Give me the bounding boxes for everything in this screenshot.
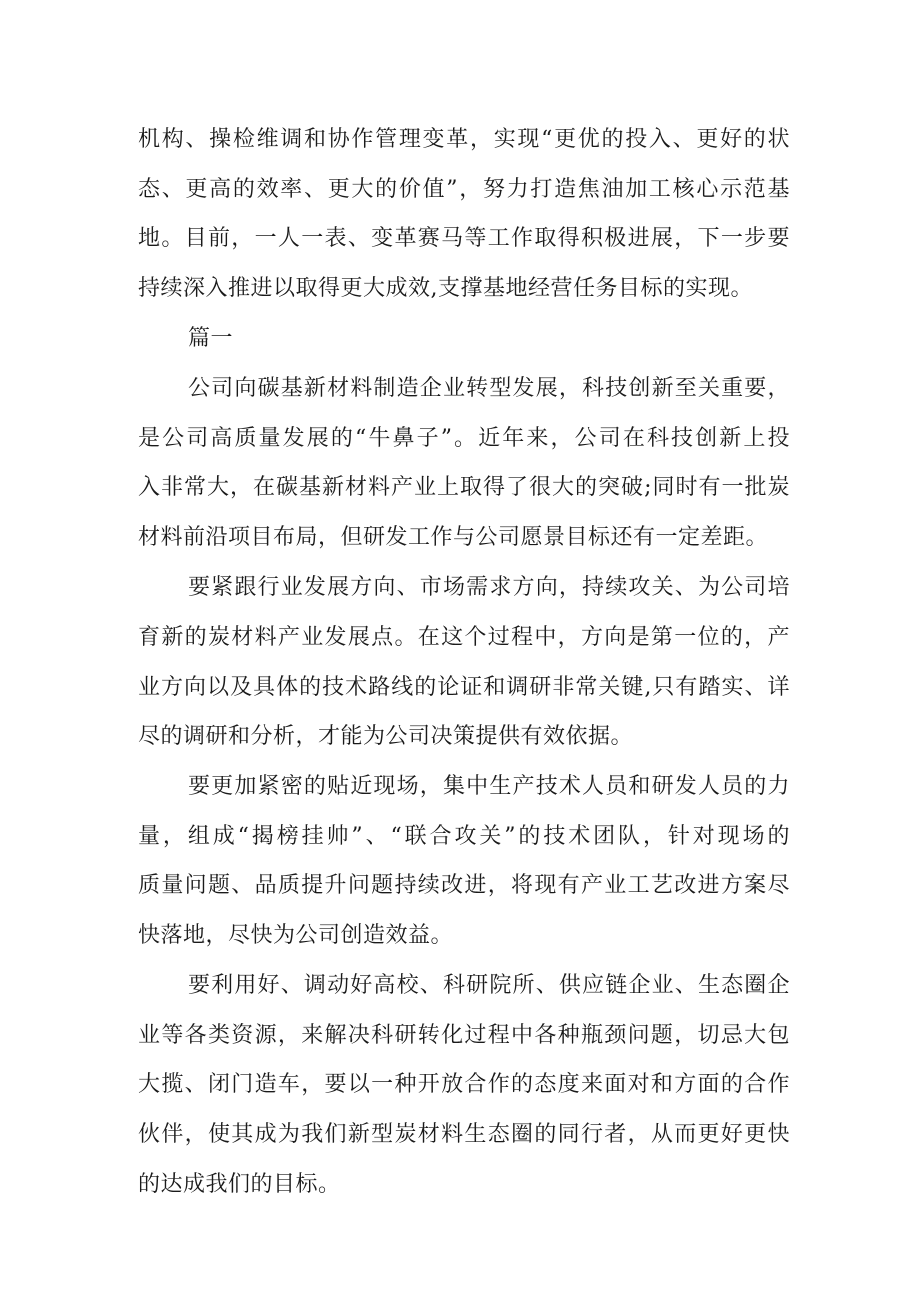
paragraph-line: 态、更高的效率、更大的价值”，努力打造焦油加工核心示范基 — [138, 177, 790, 202]
paragraph-line: 大揽、闭门造车，要以一种开放合作的态度来面对和方面的合作 — [138, 1072, 790, 1097]
paragraph-line: 业等各类资源，来解决科研转化过程中各种瓶颈问题，切忌大包 — [138, 1023, 790, 1048]
paragraph-line: 的达成我们的目标。 — [138, 1172, 341, 1197]
paragraph-line: 要更加紧密的贴近现场，集中生产技术人员和研发人员的力 — [188, 774, 790, 799]
paragraph-line: 要利用好、调动好高校、科研院所、供应链企业、生态圈企 — [188, 973, 790, 998]
paragraph-line: 是公司高质量发展的“牛鼻子”。近年来，公司在科技创新上投 — [138, 426, 790, 451]
paragraph-line: 伙伴，使其成为我们新型炭材料生态圈的同行者，从而更好更快 — [138, 1122, 790, 1147]
paragraph-line: 材料前沿项目布局，但研发工作与公司愿景目标还有一定差距。 — [138, 525, 769, 550]
paragraph-line: 入非常大，在碳基新材料产业上取得了很大的突破;同时有一批炭 — [138, 475, 790, 500]
paragraph-line: 持续深入推进以取得更大成效,支撑基地经营任务目标的实现。 — [138, 276, 753, 301]
paragraph-line: 要紧跟行业发展方向、市场需求方向，持续攻关、为公司培 — [188, 575, 790, 600]
paragraph-line: 业方向以及具体的技术路线的论证和调研非常关键,只有踏实、详 — [138, 675, 790, 700]
paragraph-line: 尽的调研和分析，才能为公司决策提供有效依据。 — [138, 724, 634, 749]
paragraph-line: 机构、操检维调和协作管理变革，实现“更优的投入、更好的状 — [138, 127, 790, 152]
paragraph-line: 量，组成“揭榜挂帅”、“联合攻关”的技术团队，针对现场的 — [138, 824, 790, 849]
paragraph-line: 公司向碳基新材料制造企业转型发展，科技创新至关重要， — [188, 376, 790, 401]
paragraph-line: 育新的炭材料产业发展点。在这个过程中，方向是第一位的，产 — [138, 625, 790, 650]
section-heading: 篇一 — [188, 326, 234, 351]
paragraph-line: 快落地，尽快为公司创造效益。 — [138, 923, 454, 948]
paragraph-line: 质量问题、品质提升问题持续改进，将现有产业工艺改进方案尽 — [138, 873, 790, 898]
paragraph-line: 地。目前，一人一表、变革赛马等工作取得积极进展，下一步要 — [138, 226, 790, 251]
